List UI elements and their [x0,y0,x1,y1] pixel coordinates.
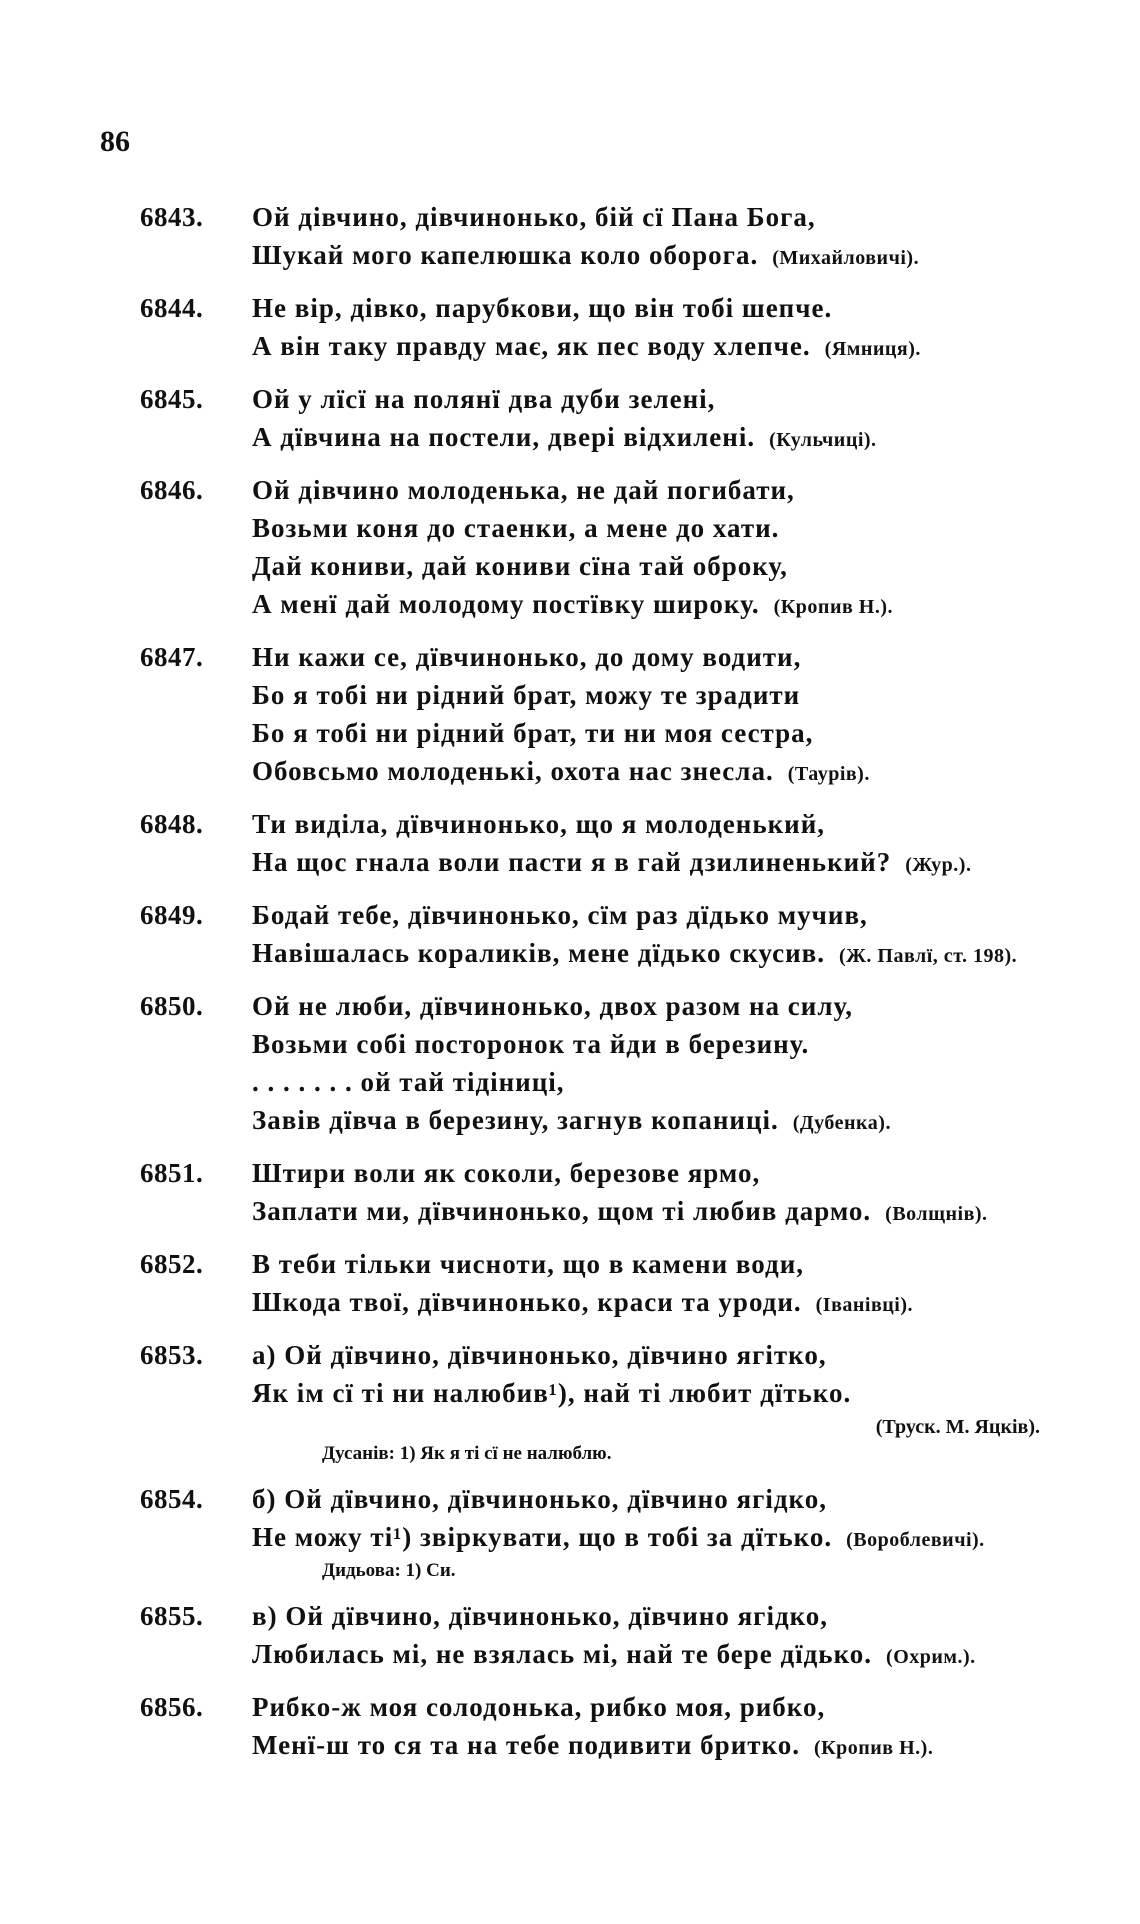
source-attribution: (Михайловичі). [772,247,920,269]
source-attribution: (Вороблевичі). [846,1529,985,1551]
verse-text: А дївчина на постели, двері відхилені. [252,422,756,452]
verse-line [252,327,1100,368]
verse-line [252,289,1100,327]
verse-line [252,418,1100,459]
verse-line [252,471,1100,509]
verse-text: Возьми собі посторонок та йди в березину. [252,1029,810,1059]
entry-number: 6847. [140,642,204,672]
verse-line [252,1480,1100,1518]
verse-text: . . . . . . . ой тай тідіниці, [252,1067,565,1097]
verse-line [252,1101,1100,1142]
source-attribution: (Кульчиці). [769,429,877,451]
footnote: Дусанів: 1) Як я ті сї не налюблю. [322,1443,612,1464]
entry-body [252,805,1100,884]
verse-line [252,1726,1100,1767]
verse-text: б) Ой дївчино, дївчинонько, дївчино ягідко, [252,1484,827,1514]
verse-line [252,934,1100,975]
verse-line [252,805,1100,843]
entry-body [252,380,1100,459]
verse-line [252,896,1100,934]
verse-text: Дай кониви, дай кониви сїна тай оброку, [252,551,788,581]
verse-line [252,676,1100,714]
verse-text: в) Ой дївчино, дївчинонько, дївчино ягідко, [252,1601,829,1631]
entry-number: 6845. [140,384,204,414]
entry-body [252,471,1100,626]
verse-line [252,1518,1100,1559]
entry-number: 6844. [140,293,204,323]
page-number: 86 [100,125,130,158]
verse-text: Рибко-ж моя солодонька, рибко моя, рибко, [252,1692,826,1722]
verse-line [252,1688,1100,1726]
verse-entries [140,198,1100,1779]
source-attribution: (Жур.). [905,854,972,876]
verse-text: Штири воли як соколи, березове ярмо, [252,1158,761,1188]
verse-line [252,585,1100,626]
verse-line [252,1154,1100,1192]
verse-entry [140,198,1100,277]
entry-number: 6843. [140,202,204,232]
verse-line [252,1374,1100,1412]
verse-text: Бодай тебе, дївчинонько, сїм раз дїдько мучив, [252,900,868,930]
footnote: Дидьова: 1) Си. [322,1560,456,1581]
entry-number: 6853. [140,1340,204,1370]
verse-text: Менї-ш то ся та на тебе подивити бритко. [252,1730,800,1760]
verse-entry [140,638,1100,793]
verse-text: Навішалась кораликів, мене дїдько скусив. [252,938,825,968]
verse-text: На щос гнала воли пасти я в гай дзилиненький? [252,847,892,877]
source-attribution: (Таурів). [787,763,870,785]
verse-entry [140,380,1100,459]
verse-text: Бо я тобі ни рідний брат, можу те зрадити [252,680,801,710]
verse-line [252,752,1100,793]
verse-text: Ой не люби, дївчинонько, двох разом на силу, [252,991,854,1021]
source-attribution: (Ж. Павлї, ст. 198). [838,945,1018,967]
verse-entry [140,471,1100,626]
verse-entry [140,1154,1100,1233]
entry-number: 6851. [140,1158,204,1188]
verse-text: Завів дївча в березину, загнув копаниці. [252,1105,779,1135]
entry-number: 6855. [140,1601,204,1631]
verse-entry [140,1688,1100,1767]
verse-text: Ти виділа, дївчинонько, що я молоденький, [252,809,826,839]
verse-line [252,987,1100,1025]
verse-entry [140,1480,1100,1585]
verse-line [252,1025,1100,1063]
entry-body [252,1597,1100,1676]
source-attribution: (Кропив Н.). [773,596,893,618]
entry-body [252,987,1100,1142]
verse-text: Шукай мого капелюшка коло оборога. [252,240,759,270]
verse-entry [140,1245,1100,1324]
verse-line [252,198,1100,236]
entry-body [252,638,1100,793]
verse-text: А він таку правду має, як пес воду хлепче. [252,331,811,361]
verse-line [252,1283,1100,1324]
verse-line [252,1635,1100,1676]
verse-line [252,714,1100,752]
entry-number: 6854. [140,1484,204,1514]
entry-number: 6849. [140,900,204,930]
entry-number: 6850. [140,991,204,1021]
entry-body [252,896,1100,975]
verse-entry [140,289,1100,368]
entry-number: 6846. [140,475,204,505]
source-attribution: (Кропив Н.). [813,1737,934,1759]
verse-line [252,1597,1100,1635]
verse-text: Як ім сї ті ни налюбив¹), най ті любит дїтько. [252,1378,852,1408]
verse-line [252,236,1100,277]
entry-body [252,1154,1100,1233]
verse-text: Заплати ми, дївчинонько, щом ті любив дармо. [252,1196,872,1226]
entry-body [252,1245,1100,1324]
entry-body [252,1480,1100,1585]
entry-body [252,289,1100,368]
verse-text: Возьми коня до стаенки, а мене до хати. [252,513,780,543]
verse-text: Не вір, дівко, парубкови, що він тобі шепче. [252,293,833,323]
verse-text: Не можу ті¹) звіркувати, що в тобі за дїтько. [252,1522,833,1552]
verse-entry [140,805,1100,884]
verse-text: Обовсьмо молоденькі, охота нас знесла. [252,756,774,786]
verse-line [252,547,1100,585]
verse-text: А менї дай молодому постївку широку. [252,589,760,619]
entry-number: 6852. [140,1249,204,1279]
verse-line [252,509,1100,547]
verse-entry [140,1336,1100,1468]
source-attribution: (Іванівці). [815,1294,914,1316]
entry-body [252,1688,1100,1767]
verse-text: Бо я тобі ни рідний брат, ти ни моя сестра, [252,718,814,748]
verse-line [252,843,1100,884]
entry-number: 6856. [140,1692,204,1722]
verse-line [252,1336,1100,1374]
verse-text: В теби тільки чисноти, що в камени води, [252,1249,804,1279]
verse-entry [140,987,1100,1142]
verse-line [252,1192,1100,1233]
verse-text: Шкода твої, дївчинонько, краси та уроди. [252,1287,802,1317]
verse-text: а) Ой дївчино, дївчинонько, дївчино ягітко, [252,1340,827,1370]
verse-line [252,380,1100,418]
entry-body [252,198,1100,277]
source-attribution: (Труск. М. Яцків). [875,1416,1040,1438]
verse-line [252,1245,1100,1283]
source-attribution: (Волщнів). [885,1203,988,1225]
entry-number: 6848. [140,809,204,839]
source-attribution: (Охрим.). [886,1646,976,1668]
source-attribution: (Ямниця). [824,338,921,360]
source-attribution: (Дубенка). [792,1112,891,1134]
verse-line [252,1063,1100,1101]
verse-line [252,638,1100,676]
verse-entry [140,896,1100,975]
verse-text: Ой у лїсї на полянї два дуби зелені, [252,384,716,414]
verse-entry [140,1597,1100,1676]
entry-body [252,1336,1100,1468]
verse-text: Ой дівчино молоденька, не дай погибати, [252,475,795,505]
verse-text: Ни кажи се, дївчинонько, до дому водити, [252,642,802,672]
verse-text: Любилась мі, не взялась мі, най те бере дїдько. [252,1639,873,1669]
verse-text: Ой дівчино, дівчинонько, бій сї Пана Бога, [252,202,816,232]
